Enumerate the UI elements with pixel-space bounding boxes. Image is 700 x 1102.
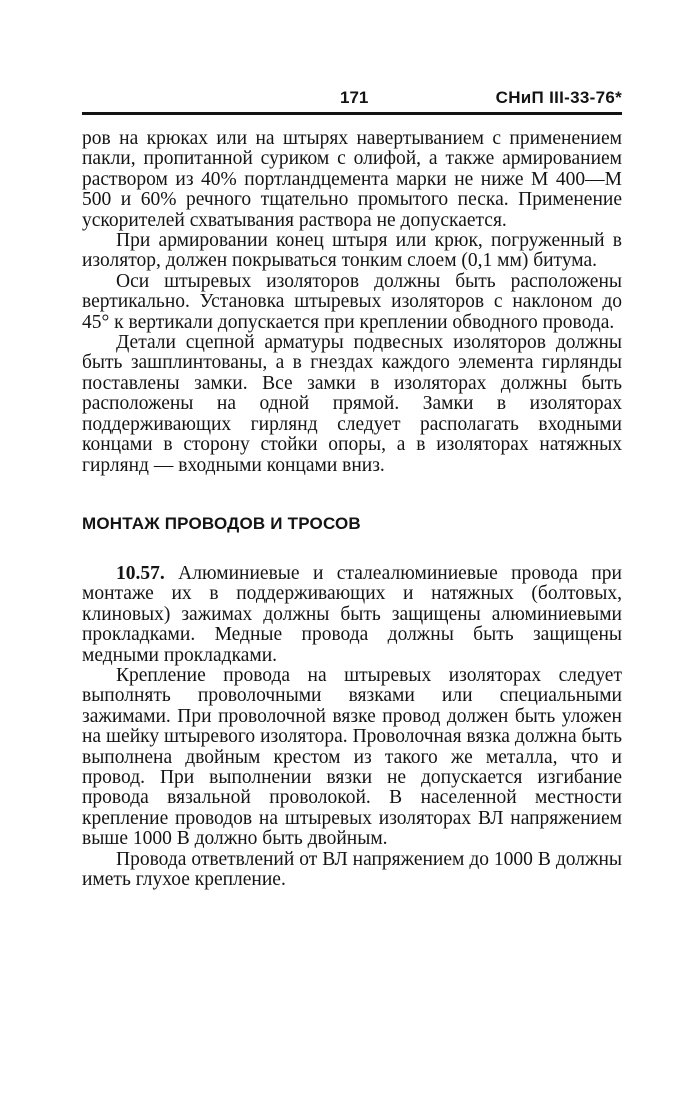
section-heading: МОНТАЖ ПРОВОДОВ И ТРОСОВ [82,513,361,533]
body-text [82,129,622,890]
page-number: 171 [340,88,369,107]
paragraph: При армировании конец штыря или крюк, погруженный в изолятор, должен покрываться тонким слоем (0,1 мм) битума. [82,230,622,272]
document-code: СНиП III-33-76* [495,88,622,107]
paragraph: Детали сцепной арматуры подвесных изоляторов должны быть зашплинтованы, а в гнездах каждого элемента гирлянды поставлены замки. Все замки в изоляторах должны быть расположены на одной прямой. Замки в изоляторах поддерживающих гирлянд следует располагать входными концами в сторону стойки опоры, а в изоляторах натяжных гирлянд — входными концами вниз. [82,332,622,476]
document-page [82,86,622,890]
clause-paragraph [82,564,622,666]
clause-number: 10.57. [116,562,165,584]
paragraph: Провода ответвлений от ВЛ напряжением до 1000 В должны иметь глухое крепление. [82,848,622,890]
paragraph-continuation: ров на крюках или на штырях навертыванием с применением пакли, пропитанной суриком с олифой, а также армированием раствором из 40% портландцемента марки не ниже М 400—М 500 и 60% речного тщательно промытого песка. Применение ускорителей схватывания раствора не допускается. [82,128,622,231]
paragraph: Крепление провода на штыревых изоляторах следует выполнять проволочными вязками или специальными зажимами. При проволочной вязке провод должен быть уложен на шейку штыревого изолятора. Проволочная вязка должна быть выполнена двойным крестом из такого же металла, что и провод. При выполнении вязки не допускается изгибание провода вязальной проволокой. В населенной местности крепление проводов на штыревых изоляторах ВЛ напряжением выше 1000 В должно быть двойным. [82,664,622,850]
header-rule [82,112,622,115]
clause-text: Алюминиевые и сталеалюминиевые провода при монтаже их в поддерживающих и натяжных (болтовых, клиновых) зажимах должны быть защищены алюминиевыми прокладками. Медные провода должны быть защищены медными прокладками. [82,562,622,666]
page-header [82,86,622,112]
paragraph: Оси штыревых изоляторов должны быть расположены вертикально. Установка штыревых изоляторов с наклоном до 45° к вертикали допускается при креплении обводного провода. [82,270,622,333]
